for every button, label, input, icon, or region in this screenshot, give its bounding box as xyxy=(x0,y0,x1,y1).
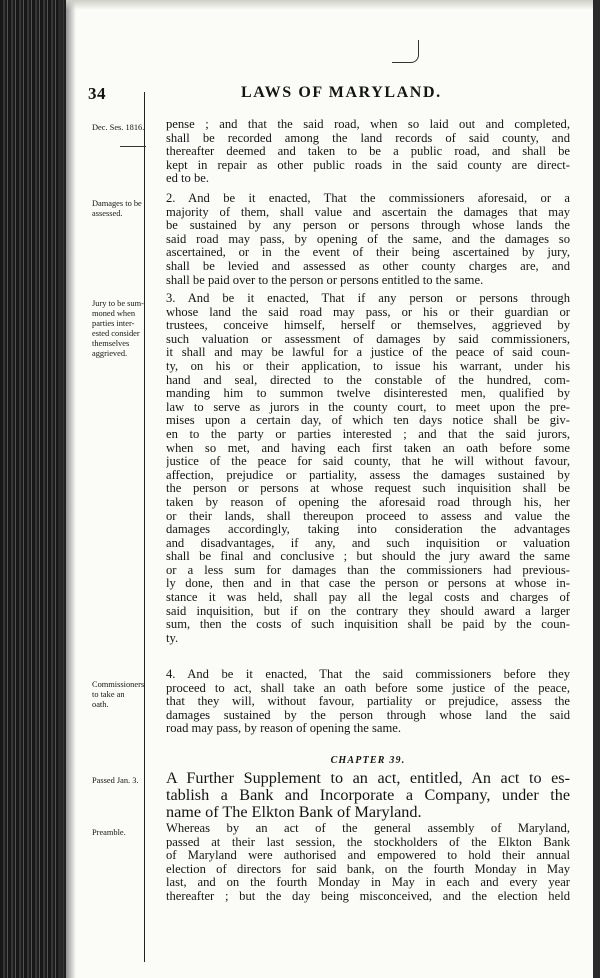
margin-note-dec-ses xyxy=(92,123,150,133)
text-line: shall be recorded among the land records of said county, and xyxy=(166,130,570,145)
margin-note-line: parties inter- xyxy=(92,319,135,328)
margin-note-line: to take an xyxy=(92,690,125,699)
text-line: kept in repair as other public roads in the said county are direct- xyxy=(166,157,570,172)
binding-shadow xyxy=(58,0,76,978)
top-edge xyxy=(66,0,600,10)
running-title: LAWS OF MARYLAND. xyxy=(241,84,442,101)
margin-note-line: themselves xyxy=(92,339,130,348)
text-line: said inquisition, but if on the contrary they should award a larger xyxy=(166,603,570,618)
margin-note-jury xyxy=(92,299,150,359)
text-line: ed to be. xyxy=(166,171,210,186)
text-line: or their lands, shall thereupon proceed to assess and value the xyxy=(166,508,570,523)
margin-note-line: Dec. Ses. 1816. xyxy=(92,123,145,132)
text-line: law to serve as jurors in the county court, to meet upon the pre- xyxy=(166,399,570,414)
text-line: shall be paid over to the person or persons entitled to the same. xyxy=(166,272,484,287)
text-line: and disadvantages, if any, and such inquisition or valuation xyxy=(166,535,570,550)
text-line: ty, on his or their application, to issue his warrant, under his xyxy=(166,358,570,373)
text-line: when so met, and having each first taken an oath before some xyxy=(166,440,570,455)
binding-edge xyxy=(0,0,66,978)
text-line: 2. And be it enacted, That the commissioners aforesaid, or a xyxy=(166,192,570,205)
text-line: en to the party or parties interested ; and that the said jurors, xyxy=(166,426,570,441)
text-line: such valuation or assessment of damages by said commissioners, xyxy=(166,331,570,346)
text-line: 4. And be it enacted, That the said commissioners before they xyxy=(166,668,570,681)
page-number: 34 xyxy=(88,84,106,103)
text-line: sum, then the costs of such inquisition shall be paid by the coun- xyxy=(166,617,570,632)
text-line: damages sustained by the person through whose land the said xyxy=(166,707,570,722)
section-3 xyxy=(166,292,570,645)
margin-note-line: Commissioners xyxy=(92,680,145,689)
margin-note-line: assessed. xyxy=(92,209,123,218)
text-line: election of directors for said bank, on the fourth Monday in May xyxy=(166,861,570,876)
text-line: damages accordingly, taking into consideration the advantages xyxy=(166,522,570,537)
right-edge xyxy=(593,0,600,978)
text-line: manding him to summon twelve disinterested men, qualified by xyxy=(166,386,570,401)
text-line: whose land the said road may pass, or his or their guardian or xyxy=(166,304,570,319)
text-line: shall be final and conclusive ; but should the jury award the same xyxy=(166,549,570,564)
margin-note-line: Preamble. xyxy=(92,828,126,837)
pencil-mark xyxy=(392,40,419,63)
margin-note-damages xyxy=(92,199,150,219)
margin-note-line: Passed Jan. 3. xyxy=(92,776,139,785)
margin-note-preamble xyxy=(92,828,150,838)
text-line: ty. xyxy=(166,630,179,645)
section-2 xyxy=(166,192,570,287)
page-header xyxy=(82,84,588,106)
margin-note-line: oath. xyxy=(92,700,109,709)
text-line: shall be levied and assessed as other county charges are, and xyxy=(166,258,570,273)
margin-note-line: ested consider xyxy=(92,329,140,338)
text-line: road may pass, by reason of opening the same. xyxy=(166,721,402,736)
text-line: pense ; and that the said road, when so laid out and completed, xyxy=(166,118,570,131)
text-line: majority of them, shall value and ascertain the damages that may xyxy=(166,204,570,219)
section-1 xyxy=(166,118,570,186)
text-line: justice of the peace for said county, that he will without favour, xyxy=(166,454,570,469)
text-line: or a less sum for damages than the commissioners had previous- xyxy=(166,562,570,577)
chapter-title-line: name of The Elkton Bank of Maryland. xyxy=(166,803,422,821)
margin-note-line: moned when xyxy=(92,309,136,318)
text-line: ly done, then and in that case the person or persons at whose in- xyxy=(166,576,570,591)
text-line: trustees, conceive himself, herself or themselves, aggrieved by xyxy=(166,318,570,333)
preamble xyxy=(166,822,570,904)
margin-note-line: Damages to be xyxy=(92,199,142,208)
chapter-heading: CHAPTER 39. xyxy=(330,755,406,766)
text-line: it shall and may be lawful for a justice of the peace of said coun- xyxy=(166,345,570,360)
chapter-title-line: A Further Supplement to an act, entitled, An act to es- xyxy=(166,770,570,787)
text-line: be sustained by any person or persons through whose lands the xyxy=(166,218,570,233)
section-4 xyxy=(166,668,570,736)
text-line: thereafter ; but the day being misconceived, and the election held xyxy=(166,888,570,903)
text-line: passed at their last session, the stockholders of the Elkton Bank xyxy=(166,834,570,849)
text-line: thereafter deemed and taken to be a public road, and shall be xyxy=(166,144,570,159)
text-line: of Maryland were authorised and empowered to hold their annual xyxy=(166,848,570,863)
text-line: stance it was held, shall pay all the legal costs and charges of xyxy=(166,590,570,605)
margin-note-line: aggrieved. xyxy=(92,349,128,358)
chapter-title xyxy=(166,770,570,821)
margin-note-line: Jury to be sum- xyxy=(92,299,144,308)
text-line: last, and on the fourth Monday in May in each and every year xyxy=(166,875,570,890)
text-line: Whereas by an act of the general assembly of Maryland, xyxy=(166,822,570,835)
text-line: mises upon a certain day, of which ten days notice shall be giv- xyxy=(166,413,570,428)
text-line: said road may pass, by opening of the same, and the damages so xyxy=(166,231,570,246)
chapter-title-line: tablish a Bank and Incorporate a Company, under the xyxy=(166,786,570,804)
margin-note-commissioners xyxy=(92,680,150,710)
text-line: that they will, without favour, partiality or prejudice, assess the xyxy=(166,694,570,709)
ink-scratch xyxy=(120,138,146,147)
text-line: hand and seal, directed to the constable of the hundred, com- xyxy=(166,372,570,387)
text-line: the person or persons at whose request such inquisition shall be xyxy=(166,481,570,496)
text-line: proceed to act, shall take an oath before some justice of the peace, xyxy=(166,680,570,695)
text-line: taken by reason of opening the aforesaid road through his, her xyxy=(166,494,570,509)
text-line: ascertained, or in the event of their being ascertained by jury, xyxy=(166,245,570,260)
text-line: affection, prejudice or partiality, assess the damages sustained by xyxy=(166,467,570,482)
margin-note-passed xyxy=(92,776,150,786)
text-line: 3. And be it enacted, That if any person or persons through xyxy=(166,292,570,305)
